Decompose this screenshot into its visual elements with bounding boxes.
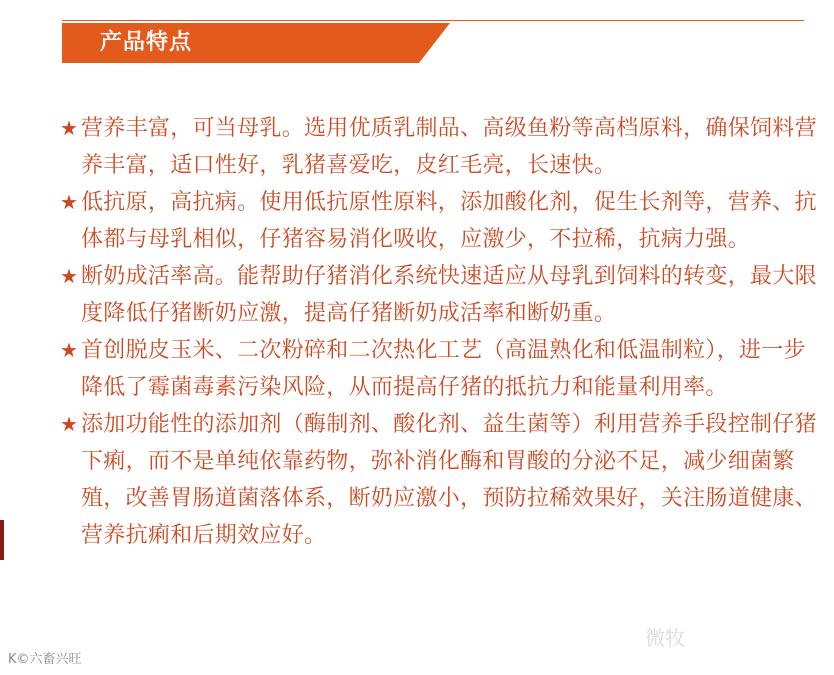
feature-text: 添加功能性的添加剂（酶制剂、酸化剂、益生菌等）利用营养手段控制仔猪下痢，而不是单纯依靠药物，弥补消化酶和胃酸的分泌不足，减少细菌繁殖，改善胃肠道菌落体系，断奶应激小，预防拉稀效果好，关注肠道健康、营养抗痢和后期效应好。 (81, 412, 817, 548)
top-rule (62, 20, 804, 21)
feature-text: 营养丰富，可当母乳。选用优质乳制品、高级鱼粉等高档原料，确保饲料营养丰富，适口性好，乳猪喜爱吃，皮红毛亮，长速快。 (81, 116, 817, 178)
star-icon: ★ (60, 264, 78, 288)
feature-item-3 (60, 258, 820, 332)
left-edge-marker (0, 520, 4, 560)
feature-item-5 (60, 406, 820, 554)
feature-text: 首创脱皮玉米、二次粉碎和二次热化工艺（高温熟化和低温制粒），进一步降低了霉菌毒素污染风险，从而提高仔猪的抵抗力和能量利用率。 (81, 338, 806, 400)
feature-text: 断奶成活率高。能帮助仔猪消化系统快速适应从母乳到饲料的转变，最大限度降低仔猪断奶应激，提高仔猪断奶成活率和断奶重。 (81, 264, 817, 326)
star-icon: ★ (60, 190, 78, 214)
star-icon: ★ (60, 116, 78, 140)
feature-text: 低抗原，高抗病。使用低抗原性原料，添加酸化剂，促生长剂等，营养、抗体都与母乳相似，仔猪容易消化吸收，应激少，不拉稀，抗病力强。 (81, 190, 817, 252)
watermark-left: K©六畜兴旺 (8, 652, 82, 667)
star-icon: ★ (60, 412, 78, 436)
feature-item-2 (60, 184, 820, 258)
star-icon: ★ (60, 338, 78, 362)
feature-list (60, 110, 820, 554)
feature-item-1 (60, 110, 820, 184)
section-title: 产品特点 (100, 30, 193, 55)
watermark-right: 微牧 (645, 626, 685, 650)
feature-item-4 (60, 332, 820, 406)
